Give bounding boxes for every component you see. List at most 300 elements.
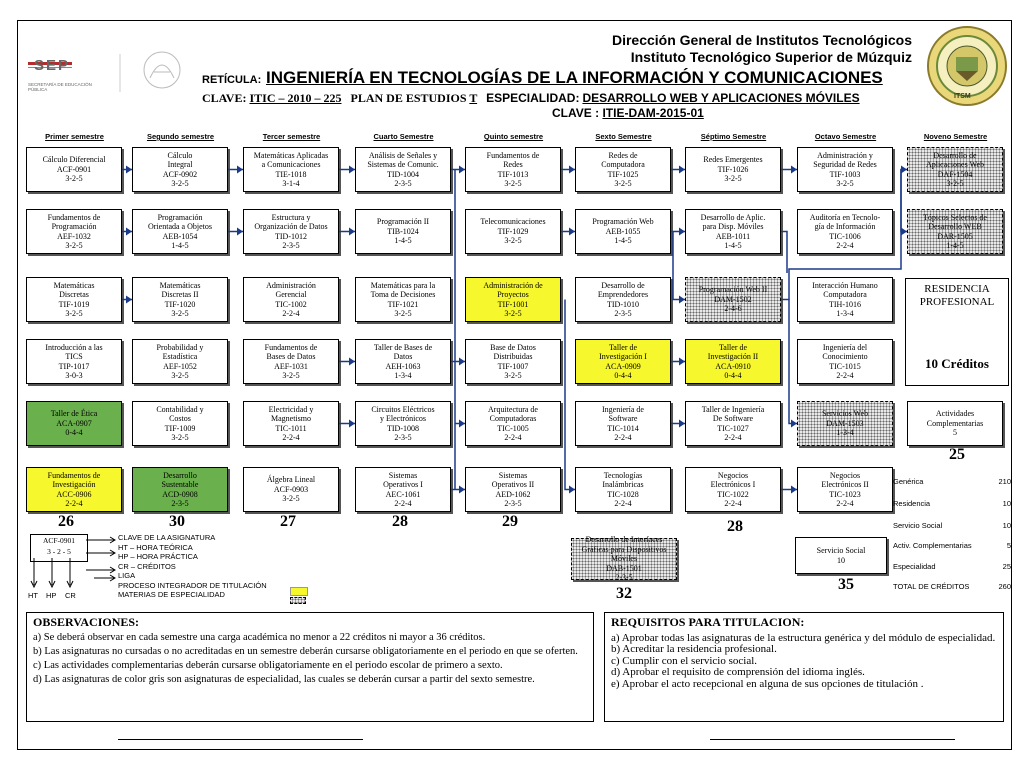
summary-row [893,477,1011,486]
legend-item: CLAVE DE LA ASIGNATURA [118,533,216,542]
course-line: TIC-1015 [829,361,861,371]
total-semestre-1: 26 [58,513,74,530]
course-line: 2-3-5 [394,179,412,188]
requisito-item: c) Cumplir con el servicio social. [611,654,758,667]
course-line: Orientada a Objetos [148,222,212,231]
course-line: Estructura y [271,212,311,222]
course-line: 2-2-4 [394,499,412,508]
course-line: Gráficas para Dispositivos [581,544,667,554]
course-line: DAF-1504 [937,169,973,179]
residencia-credits: 10 Créditos [925,356,989,371]
course-line: DAM-1502 [714,294,752,304]
course-line: Administración de [483,280,543,290]
course-link [565,300,575,490]
course-line: TIF-1009 [164,423,196,433]
course-line: Circuitos Eléctricos [371,404,435,414]
course-line: 1-4-5 [171,241,189,250]
course-line: 2-2-4 [282,309,300,318]
requisito-item: b) Acreditar la residencia profesional. [611,643,777,655]
course-line: Introducción a las [45,342,103,352]
course-line: Telecomunicaciones [480,217,546,227]
summary-value: 210 [998,477,1011,486]
course-line: TIB-1024 [387,226,419,236]
course-line: Administración y [817,150,873,160]
course-line: 1-3-4 [394,371,412,380]
legend-dotted-swatch [290,597,306,604]
course-line: a Comunicaciones [261,160,321,169]
link-arrow-icon [569,486,575,494]
course-line: TIP-1017 [58,361,90,371]
course-line: Computadora [601,160,645,169]
course-line: 3-2-5 [504,371,522,380]
course-line: Organización de Datos [254,222,328,231]
course-line: TIF-1007 [497,361,529,371]
semester-header: Cuarto Semestre [373,132,434,141]
requisito-item: a) Aprobar todas las asignaturas de la estructura genérica y del módulo de especialidad. [611,631,996,644]
course-line: 3-2-5 [65,174,83,184]
course-line: Tecnologías [603,470,643,480]
course-line: Fundamentos de [47,212,101,222]
course-line: ACC-0906 [56,489,92,499]
observaciones-box [26,612,594,722]
legend-item: CR – CRÉDITOS [118,561,176,571]
observaciones-title: OBSERVACIONES: [33,615,140,629]
summary-row [893,562,1011,571]
course-line: Investigación II [707,352,759,361]
course-line: Cálculo [167,150,193,160]
course-line: Redes [503,160,523,169]
course-line: DAR-1505 [937,231,973,241]
course-line: Toma de Decisiones [370,290,436,299]
course-line: 3-2-5 [282,494,300,504]
course-line: Desarrollo de Interfaces [585,535,663,545]
course-line: ACF-0901 [56,164,92,174]
semester-header: Primer semestre [45,132,104,141]
legend-item: LIGA [118,571,136,580]
course-line: ACA-0910 [715,361,751,371]
course-line: Conocimiento [822,352,868,361]
plan-value: T [469,91,478,105]
course-line: TIC-1005 [497,423,529,433]
course-line: De Software [712,414,754,423]
summary-value: 10 [1002,499,1011,508]
total-semestre-9: 25 [949,446,965,463]
course-line: AEB-1054 [162,231,198,241]
course-line: 0-4-4 [724,371,742,380]
course-line: 3-2-5 [504,236,522,246]
summary-label: Genérica [893,477,924,486]
course-line: Programación [51,222,97,231]
course-line: 1-3-4 [836,309,854,318]
course-line: 3-2-5 [65,241,83,250]
course-line: TIF-1001 [497,299,529,309]
course-line: Redes de [608,150,638,160]
summary-value: 10 [1002,521,1011,530]
course-line: TIF-1029 [497,226,529,236]
legend-item: MATERIAS DE ESPECIALIDAD [118,590,225,599]
course-line: Arquitectura de [488,404,538,414]
course-line: 2-3-5 [615,573,633,583]
course-link [781,232,787,274]
sep-logo-subtext: SECRETARÍA DE EDUCACIÓN PÚBLICA [28,82,92,92]
course-line: 2-2-4 [836,499,854,508]
signature-line-right [710,739,955,740]
course-line: 3-2-5 [171,179,189,188]
course-line: ACA-0907 [56,418,92,428]
summary-label: Residencia [893,499,931,508]
course-line: TIF-1025 [607,169,639,179]
link-arrow-icon [126,296,132,304]
observacion-item: c) Las actividades complementarias deberán cursarse obligatoriamente en el periodo escolar de primero a sexto. [33,660,503,671]
course-line: Fundamentos de [47,470,101,480]
course-line: Servicios Web [821,409,869,419]
course-line: Seguridad de Redes [813,160,877,169]
semester-header: Séptimo Semestre [700,132,767,141]
course-line: 2-2-4 [614,433,632,442]
total-semestre-3: 27 [280,513,296,530]
course-line: 2-4-6 [724,304,742,314]
institution-name-2: Instituto Tecnológico Superior de Múzquiz [630,49,912,65]
course-line: Programación Web [592,217,654,227]
legend-cr: CR [65,591,76,600]
course-line: TIF-1013 [497,169,529,179]
semester-header: Segundo semestre [146,132,215,141]
link-arrow-icon [679,296,685,304]
course-line: Taller de Ingeniería [701,404,765,414]
course-line: Ingeniería de [602,404,644,414]
total-semestre-7: 28 [727,518,743,535]
course-line: TIF-1003 [829,169,861,179]
reticula-label: RETÍCULA: [202,74,262,86]
course-line: Datos [393,352,413,361]
link-arrow-icon [459,420,465,428]
course-line: 3-2-5 [171,433,189,442]
summary-row [893,541,1011,550]
course-link [781,300,797,424]
legend-sample-code: ACF-0901 [42,536,76,545]
link-arrow-icon [791,486,797,494]
course-line: 1-4-5 [614,236,632,246]
course-line: 1-4-5 [946,241,964,250]
course-line: TIC-1023 [829,489,861,499]
course-line: TIC-1006 [829,231,861,241]
link-arrow-icon [237,166,243,174]
link-arrow-icon [679,358,685,366]
course-line: Estadística [162,352,198,361]
course-line: Investigación I [599,352,647,361]
course-line: Sistemas [498,470,528,480]
course-desarrollo-interfaces[interactable] [571,535,677,583]
course-line: Operativos I [383,480,423,489]
summary-row [893,499,1011,508]
itsm-logo-text: ITSM [954,93,971,100]
course-line: TID-1010 [607,299,639,309]
course-line: TIF-1021 [387,299,419,309]
course-line: Electricidad y [268,404,314,414]
link-arrow-icon [349,358,355,366]
course-line: Fundamentos de [486,150,540,160]
course-line: TIC-1022 [717,489,749,499]
course-line: Fundamentos de [264,342,318,352]
total-semestre-2: 30 [169,513,185,530]
clave-prefix: CLAVE: [202,91,247,105]
course-line: 0-4-4 [614,371,632,380]
course-line: Probabilidad y [156,342,204,352]
course-line: 3-2-5 [504,309,522,318]
course-line: 5 [953,428,957,438]
course-line: 2-2-4 [724,499,742,508]
semester-header: Octavo Semestre [814,132,877,141]
course-line: Desarrollo de [601,280,645,290]
link-arrow-icon [459,358,465,366]
course-line: 1-4-5 [394,236,412,246]
legend-hp: HP [46,591,57,600]
course-line: Administración [266,280,316,290]
course-line: Electrónicos II [821,480,869,489]
total-semestre-4: 28 [392,513,408,530]
requisito-item: e) Aprobar el acto recepcional en alguna de sus opciones de titulación . [611,677,924,690]
course-line: 3-2-5 [282,371,300,380]
course-line: AEF-1032 [57,231,91,241]
link-arrow-icon [569,228,575,236]
summary-label: Especialidad [893,562,936,571]
link-arrow-icon [901,228,907,236]
course-line: Electrónicos I [710,480,756,489]
link-arrow-icon [126,228,132,236]
course-line: TIF-1019 [58,299,90,309]
course-line: Negocios [829,470,861,480]
clave2-value: ITIE-DAM-2015-01 [602,106,704,120]
course-line: AEF-1031 [274,361,308,371]
course-line: 3-0-3 [65,371,83,380]
course-line: Bases de Datos [266,352,316,361]
course-line: AEC-1061 [385,489,421,499]
course-line: ACA-0909 [605,361,641,371]
course-line: 2-3-5 [282,241,300,250]
link-arrow-icon [459,486,465,494]
course-line: AEF-1052 [163,361,197,371]
summary-label: TOTAL DE CRÉDITOS [893,582,970,591]
course-line: Aplicaciones Web [925,160,985,169]
summary-row [893,582,1011,591]
link-arrow-icon [126,166,132,174]
course-line: 10 [837,555,845,565]
course-line: Ingeniería del [822,342,868,352]
course-line: Proyectos [497,290,529,299]
course-line: 2-3-5 [504,499,522,508]
course-line: Matemáticas Aplicadas [253,150,329,160]
course-line: TIC-1014 [607,423,639,433]
course-line: Taller de [718,342,748,352]
course-link [789,170,907,300]
course-line: Servicio Social [816,546,866,555]
course-line: TID-1004 [387,169,419,179]
course-line: 3-2-5 [946,179,964,188]
total-semestre-8: 35 [838,576,854,593]
course-line: Matemáticas [53,280,95,290]
course-line: TIC-1027 [717,423,749,433]
requisito-item: d) Aprobar el requisito de comprensión del idioma inglés. [611,666,865,678]
course-line: TIH-1016 [829,299,861,309]
course-line: Matemáticas para la [370,280,436,290]
course-line: Distribuidas [493,352,533,361]
course-line: Interacción Humano [812,280,878,290]
course-line: Tópicos Selectos de [923,212,987,222]
course-line: AEB-1011 [715,231,751,241]
course-line: ACF-0903 [273,484,309,494]
link-arrow-icon [569,166,575,174]
course-line: Programación [157,212,203,222]
course-line: Gerencial [275,290,307,299]
course-line: Desarrollo WEB [928,222,982,231]
course-line: 3-2-5 [171,371,189,380]
course-line: 3-2-5 [504,179,522,188]
course-line: Móviles [610,554,638,564]
course-line: Discretas [59,290,89,299]
course-line: 1-3-4 [836,428,854,438]
course-line: TIF-1026 [717,164,749,174]
course-line: Taller de [608,342,638,352]
course-line: Emprendedores [597,290,649,299]
clave-value: ITIC – 2010 – 225 [249,91,342,105]
legend-ht: HT [28,591,38,600]
course-line: TIC-1002 [275,299,307,309]
course-line: Matemáticas [159,280,201,290]
link-arrow-icon [349,420,355,428]
plan-prefix: PLAN DE ESTUDIOS [350,91,467,105]
clave2-prefix: CLAVE : [552,106,600,120]
course-line: AED-1062 [495,489,531,499]
summary-label: Servicio Social [893,521,943,530]
link-arrow-icon [791,420,797,428]
legend-item: HP – HORA PRÁCTICA [118,552,198,561]
course-line: Taller de Bases de [373,342,433,352]
link-arrow-icon [237,228,243,236]
summary-row [893,521,1011,530]
course-line: TID-1012 [275,231,307,241]
observacion-item: d) Las asignaturas de color gris son asignaturas de especialidad, las cuales se deberán cursar a partir del sexto semestre. [33,674,535,685]
course-line: 2-3-5 [394,433,412,442]
course-line: TID-1008 [387,423,419,433]
course-line: TIC-1028 [607,489,639,499]
signature-line-left [118,739,363,740]
summary-value: 260 [998,582,1011,591]
course-line: TIF-1020 [164,299,196,309]
course-line: 3-2-5 [614,179,632,188]
course-line: Cálculo Diferencial [42,155,106,165]
legend [22,531,322,609]
semester-header: Noveno Semestre [923,132,988,141]
course-line: Costos [169,414,191,423]
institution-name-1: Dirección General de Institutos Tecnológicos [611,32,912,48]
course-line: 2-2-4 [836,371,854,380]
course-line: Integral [167,160,193,169]
course-line: 0-4-4 [65,428,83,438]
link-arrow-icon [679,166,685,174]
course-line: para Disp. Móviles [702,222,764,231]
link-arrow-icon [459,166,465,174]
especialidad-prefix: ESPECIALIDAD: [486,91,580,105]
reticula-program: INGENIERÍA EN TECNOLOGÍAS DE LA INFORMACIÓN Y COMUNICACIONES [266,68,883,87]
summary-value: 25 [1002,562,1011,571]
course-line: 2-2-4 [836,241,854,250]
link-arrow-icon [349,166,355,174]
course-line: 3-2-5 [394,309,412,318]
course-line: Software [608,414,638,423]
course-line: Computadora [823,290,867,299]
course-line: Auditoría en Tecnolo- [809,212,881,222]
observacion-item: b) Las asignaturas no cursadas o no acreditadas en un semestre deberán cursarse obligatoriamente en el periodo en que se oferten. [33,646,578,657]
course-line: Taller de Ética [50,409,98,419]
sep-logo-text: SEP [34,57,71,74]
course-line: TICS [65,352,83,361]
course-line: Operativos II [491,480,535,489]
legend-yellow-swatch [290,587,308,596]
course-line: 3-2-5 [65,309,83,318]
especialidad-value: DESARROLLO WEB Y APLICACIONES MÓVILES [582,91,860,105]
observacion-item: a) Se deberá observar en cada semestre una carga académica no menor a 22 créditos ni mayor a 36 créditos. [33,632,486,643]
link-arrow-icon [679,228,685,236]
course-line: Sistemas [388,470,418,480]
residencia-title-2: PROFESIONAL [919,296,995,308]
course-line: 1-4-5 [724,241,742,250]
course-line: Programación II [376,217,430,227]
course-line: 3-2-5 [836,179,854,188]
course-line: Investigación [52,480,96,489]
course-line: 2-2-4 [282,433,300,442]
course-line: 3-2-5 [171,309,189,318]
course-line: 3-1-4 [282,179,300,188]
course-line: gía de Información [814,222,876,231]
course-line: DAM-1503 [826,418,864,428]
semester-header: Quinto semestre [483,132,544,141]
course-line: Computadoras [489,414,537,423]
course-line: AEH-1063 [385,361,421,371]
link-arrow-icon [679,420,685,428]
legend-item: PROCESO INTEGRADOR DE TITULACIÓN [118,580,267,590]
course-line: Programación Web II [698,285,768,295]
course-line: Magnetismo [271,414,311,423]
course-line: ACD-0908 [162,489,198,499]
link-arrow-icon [791,166,797,174]
course-line: Desarrollo de [933,150,977,160]
legend-items [118,533,267,600]
course-line: 2-3-5 [171,499,189,508]
course-line: 3-2-5 [724,174,742,184]
course-line: Complementarias [926,418,984,428]
course-line: TIE-1018 [275,169,307,179]
semester-header: Sexto Semestre [595,132,652,141]
semester-header: Tercer semestre [262,132,321,141]
course-line: AEB-1055 [605,226,641,236]
course-line: Álgebra Lineal [266,475,316,485]
course-line: Sistemas de Comunic. [367,160,439,169]
requisitos-box [604,612,1004,722]
course-line: Base de Datos [490,342,536,352]
course-line: TIC-1011 [275,423,307,433]
total-semestre-6: 32 [616,585,632,602]
legend-item: HT – HORA TEÓRICA [118,542,193,552]
link-arrow-icon [901,166,907,174]
course-line: Desarrollo de Aplic. [700,212,766,222]
course-line: ACF-0902 [162,169,198,179]
course-servicio-social[interactable] [795,537,887,574]
course-line: Contabilidad y [156,404,204,414]
course-line: y Electrónicos [380,414,426,423]
course-line: DAB-1501 [606,563,642,573]
course-line: Negocios [717,470,749,480]
course-line: Inalámbricas [602,480,644,489]
